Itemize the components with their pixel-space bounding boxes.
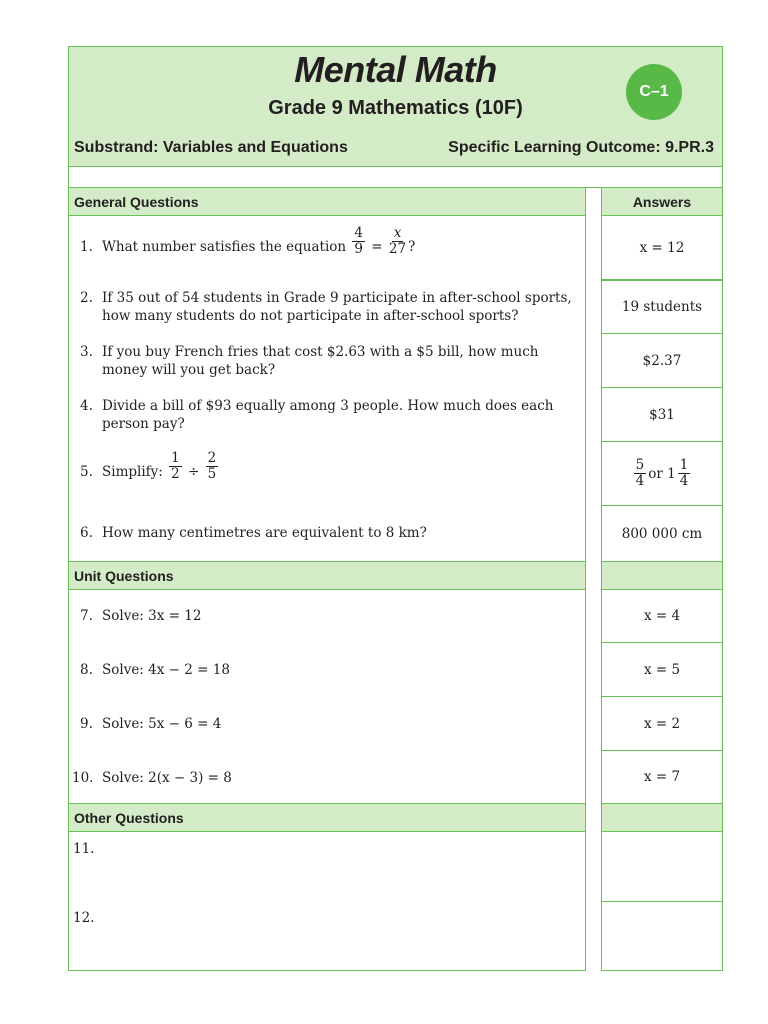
worksheet-header [68,46,723,167]
header-spacer [68,166,723,188]
section-general-questions: General Questions [68,187,586,216]
card-badge: C–1 [626,64,682,120]
section-answers: Answers [601,187,723,216]
question-11: 11. [73,841,95,857]
question-5: 5. Simplify: $\frac{1}{2}$ ÷ $\frac{2}{5}$ [80,450,217,482]
section-other-answers [601,803,723,832]
question-9: 9. Solve: 5x − 6 = 4 [80,716,222,732]
question-3: 3. If you buy French fries that cost $2.63 with a $5 bill, how much money will you get back? [80,344,539,378]
answer-8: x = 5 [601,642,723,697]
question-6: 6. How many centimetres are equivalent to 8 km? [80,525,427,541]
substrand-label: Substrand: Variables and Equations [74,139,348,156]
answer-12 [601,901,723,971]
answer-4: $31 [601,387,723,442]
section-unit-questions: Unit Questions [68,561,586,590]
answer-10: x = 7 [601,750,723,804]
question-12: 12. [73,910,95,926]
answer-9: x = 2 [601,696,723,751]
question-4: 4. Divide a bill of $93 equally among 3 people. How much does each person pay? [80,398,554,432]
answer-6: 800 000 cm [601,505,723,562]
answer-2: 19 students [601,280,723,334]
question-2: 2. If 35 out of 54 students in Grade 9 participate in after-school sports, how many students do not participate in after-school sports? [80,290,572,324]
page-title: Mental Math [294,49,497,90]
section-other-questions: Other Questions [68,803,586,832]
question-8: 8. Solve: 4x − 2 = 18 [80,662,230,678]
answer-7: x = 4 [601,589,723,643]
page-subtitle: Grade 9 Mathematics (10F) [268,97,523,119]
question-1: 1. What number satisfies the equation $\frac{4}{9}$ = $\frac{x}{27}$ ? [80,225,416,257]
answer-11 [601,831,723,902]
section-unit-answers [601,561,723,590]
answer-1: x = 12 [601,216,723,280]
answer-3: $2.37 [601,333,723,388]
learning-outcome-label: Specific Learning Outcome: 9.PR.3 [448,139,714,156]
question-10: 10. Solve: 2(x − 3) = 8 [72,770,232,786]
answer-5: $\frac{5}{4}$ or 1 $\frac{1}{4}$ [601,441,723,506]
question-7: 7. Solve: 3x = 12 [80,608,202,624]
